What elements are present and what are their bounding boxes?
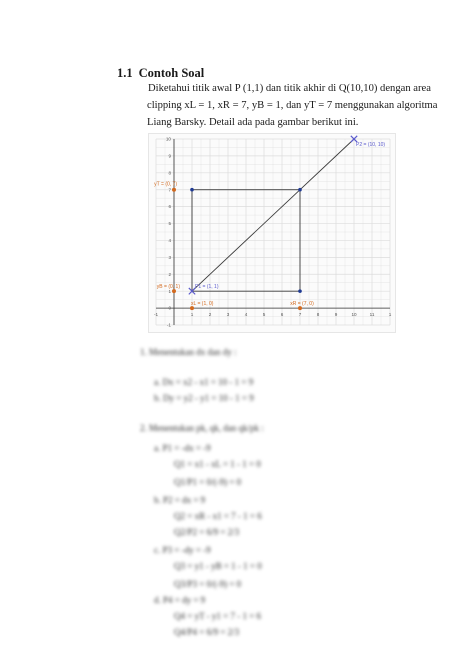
x-tick-label: 1 [388,312,392,318]
x-tick-label: 9 [334,312,338,318]
point-label: P2 = (10, 10) [356,142,386,148]
paragraph-line-1: Diketahui titik awal P (1,1) dan titik akhir di Q(10,10) dengan area [148,83,431,94]
corner-point [298,188,302,192]
blurred-list-line: Q2/P2 = 6/9 = 2/3 [174,527,240,537]
y-tick-label: 2 [168,271,171,277]
y-tick-label: 10 [165,136,171,142]
x-tick-label: 4 [244,312,248,318]
blurred-list-line: Q3/P3 = 0/(-9) = 0 [174,579,242,589]
blurred-list-line: Q2 = xR - x1 = 7 - 1 = 6 [174,511,262,521]
chart-frame [149,134,396,333]
point-marker [172,188,176,192]
y-tick-label: 8 [168,170,171,176]
x-tick-label: 7 [298,312,302,318]
x-tick-label: 1 [190,312,194,318]
blurred-list-line: Q3 = y1 - yB = 1 - 1 = 0 [174,561,262,571]
blurred-list-line: b. P2 = dx = 9 [154,495,206,505]
y-tick-label: 0 [168,305,171,311]
blurred-list-line: 1. Menentukan dx dan dy : [140,347,237,357]
blurred-list-line: 2. Menentukan pk, qk, dan qk/pk : [140,423,264,433]
liang-barsky-figure [148,133,396,333]
x-tick-label: 5 [262,312,266,318]
point-label: xL = (1, 0) [191,301,214,308]
blurred-list-line: Q4/P4 = 6/9 = 2/3 [174,627,240,637]
blurred-list-line: a. Dx = x2 - x1 = 10 - 1 = 9 [154,377,254,387]
y-tick-label: 9 [168,153,171,159]
y-tick-label: 6 [168,204,171,210]
blurred-list-line: Q4 = yT - y1 = 7 - 1 = 6 [174,611,262,621]
paragraph-line-2: clipping xL = 1, xR = 7, yB = 1, dan yT = 7 menggunakan algoritma [147,100,438,111]
x-tick-label: 3 [226,312,230,318]
clipping-chart [148,133,396,333]
point-label: xR = (7, 0) [290,301,314,308]
blurred-list-line: a. P1 = -dx = -9 [154,443,211,453]
section-heading [117,66,204,81]
y-tick-label: 5 [168,221,171,227]
section-number: 1.1 [117,66,133,80]
point-label: yT = (0, 7) [154,181,177,188]
blurred-list-line: b. Dy = y2 - y1 = 10 - 1 = 9 [154,393,254,403]
y-tick-label: 4 [168,238,171,244]
corner-point [298,289,302,293]
y-tick-label: 7 [168,187,171,193]
corner-point [190,188,194,192]
x-tick-label: 8 [316,312,320,318]
y-tick-label: -1 [166,322,171,328]
x-tick-label: 11 [369,312,375,318]
x-tick-label: 10 [351,312,357,318]
blurred-list-line: c. P3 = -dy = -9 [154,545,211,555]
blurred-list-line: Q1/P1 = 0/(-9) = 0 [174,477,242,487]
x-tick-label: -1 [153,312,159,318]
problem-paragraph [147,80,438,131]
paragraph-line-3: Liang Barsky. Detail ada pada gambar berikut ini. [147,117,359,128]
x-tick-label: 6 [280,312,284,318]
blurred-list-line: Q1 = x1 - xL = 1 - 1 = 0 [174,459,261,469]
section-title: Contoh Soal [138,66,205,80]
y-tick-label: 1 [168,288,171,294]
y-tick-label: 3 [168,254,171,260]
blurred-list-line: d. P4 = dy = 9 [154,595,206,605]
point-label: yB = (0, 1) [156,284,180,291]
point-label: P1 = (1, 1) [195,284,219,291]
x-tick-label: 2 [208,312,212,318]
